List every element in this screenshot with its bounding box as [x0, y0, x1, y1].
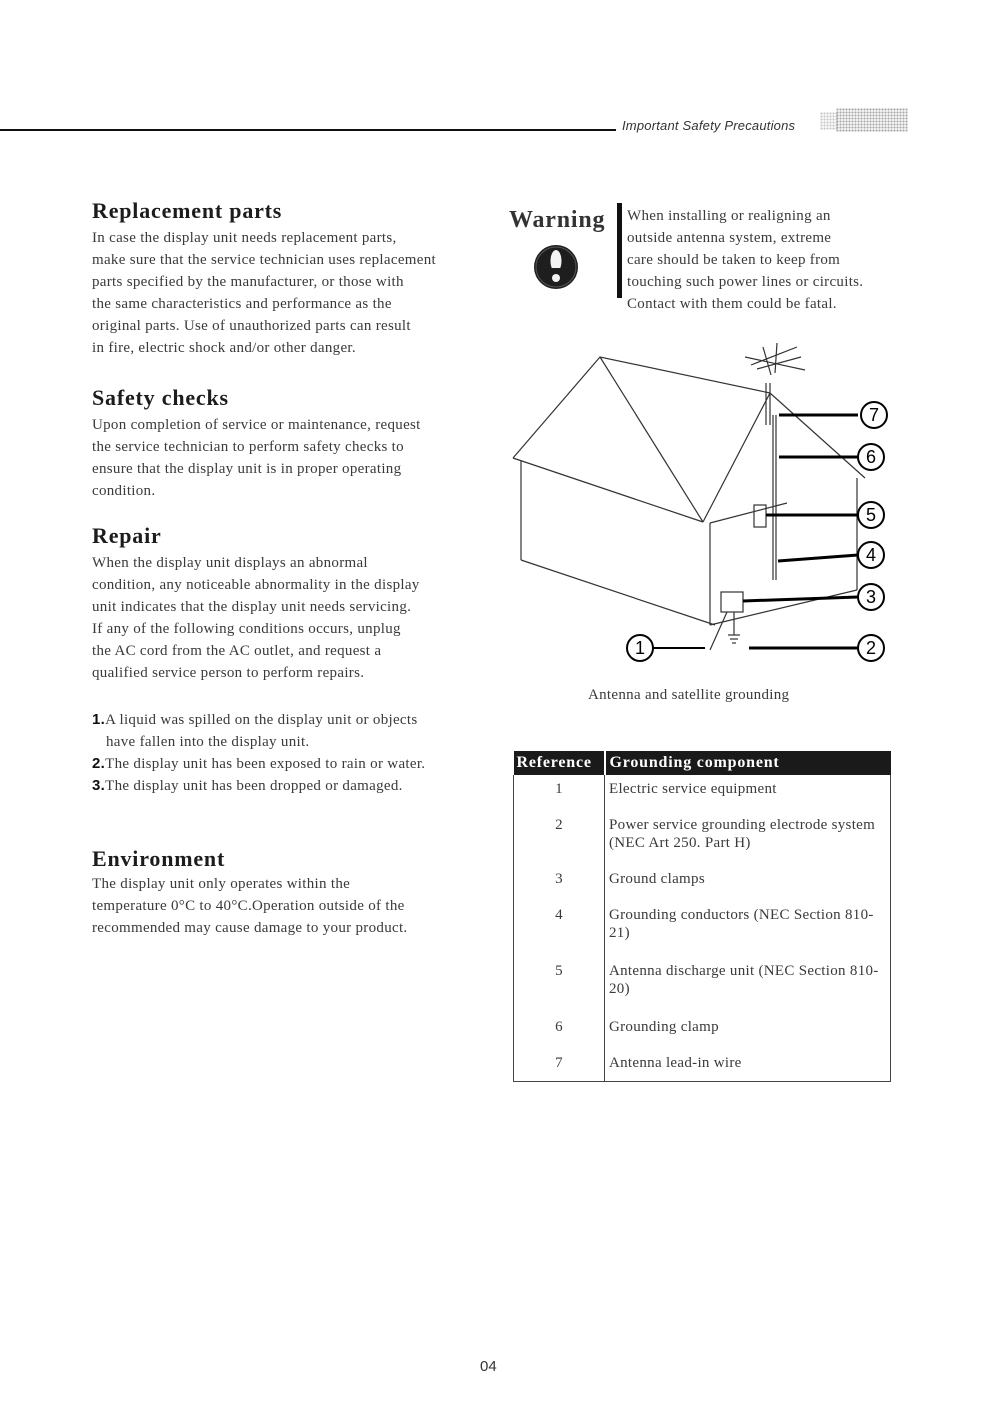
row-ref: 5 — [514, 957, 605, 1013]
callout-5 — [858, 502, 884, 528]
antenna-grounding-diagram — [505, 335, 915, 665]
row-ref: 4 — [514, 901, 605, 957]
table-header-row — [514, 751, 891, 775]
callout-7 — [861, 402, 887, 428]
table-row — [514, 865, 891, 901]
table-row — [514, 1013, 891, 1049]
header-reference: Reference — [514, 751, 605, 775]
replacement-parts-body: In case the display unit needs replacement parts, make sure that the service technician uses replacement parts specified by the manufacturer, or those with the same characteristics and performance as the original parts. Use of unauthorized parts can result in fire, electric shock and/or other danger. — [92, 230, 436, 356]
list-text: The display unit has been exposed to rain or water. — [105, 756, 426, 772]
list-number: 1. — [92, 711, 106, 728]
header-component: Grounding component — [605, 751, 891, 775]
row-ref: 2 — [514, 811, 605, 865]
row-component: Antenna lead-in wire — [605, 1049, 891, 1082]
repair-list-item-2 — [92, 753, 425, 775]
safety-checks-body: Upon completion of service or maintenance, request the service technician to perform safety checks to ensure that the display unit is in proper operating condition. — [92, 417, 421, 499]
header-title: Important Safety Precautions — [622, 118, 796, 133]
environment-heading: Environment — [92, 846, 226, 871]
replacement-parts-heading: Replacement parts — [92, 198, 283, 223]
repair-list-item-1 — [92, 709, 417, 731]
row-component: Ground clamps — [605, 865, 891, 901]
warning-bar — [617, 203, 622, 298]
diagram-caption: Antenna and satellite grounding — [588, 687, 790, 703]
list-text: A liquid was spilled on the display unit or objects — [105, 712, 418, 728]
house-outline — [513, 343, 865, 650]
row-ref: 1 — [514, 775, 605, 811]
repair-heading: Repair — [92, 523, 162, 548]
row-component: Antenna discharge unit (NEC Section 810-20) — [605, 957, 891, 1013]
callout-6 — [858, 444, 884, 470]
grounding-reference-table — [513, 751, 891, 1082]
row-ref: 3 — [514, 865, 605, 901]
row-component: Grounding conductors (NEC Section 810-21) — [605, 901, 891, 957]
warning-text: When installing or realigning an outside antenna system, extreme care should be taken to keep from touching such power lines or circuits. Contact with them could be fatal. — [627, 208, 864, 312]
callout-4 — [858, 542, 884, 568]
callout-2-label: 2 — [865, 638, 877, 658]
header-rule — [0, 129, 616, 131]
row-ref: 7 — [514, 1049, 605, 1082]
page-number: 04 — [480, 1358, 497, 1375]
callout-3-label: 3 — [865, 587, 877, 607]
callout-6-label: 6 — [865, 447, 877, 467]
row-ref: 6 — [514, 1013, 605, 1049]
row-component: Grounding clamp — [605, 1013, 891, 1049]
callout-7-label: 7 — [868, 405, 880, 425]
callout-leaders — [653, 415, 858, 648]
repair-body: When the display unit displays an abnormal condition, any noticeable abnormality in the display unit indicates that the display unit needs servicing. If any of the following conditions occurs, unplug the AC cord from the AC outlet, and request a qualified service person to perform repairs. — [92, 555, 420, 681]
table-row — [514, 1049, 891, 1082]
callout-2 — [858, 635, 884, 661]
repair-list-item-3 — [92, 775, 403, 797]
callout-markers — [627, 402, 887, 661]
callout-1 — [627, 635, 653, 661]
repair-list-item-1-continued: have fallen into the display unit. — [106, 734, 310, 750]
callout-3 — [858, 584, 884, 610]
list-text: The display unit has been dropped or damaged. — [105, 778, 403, 794]
callout-4-label: 4 — [865, 545, 877, 565]
callout-1-label: 1 — [634, 638, 646, 658]
row-component: Power service grounding electrode system (NEC Art 250. Part H) — [605, 811, 891, 865]
environment-body: The display unit only operates within the temperature 0°C to 40°C.Operation outside of the recommended may cause damage to your product. — [92, 876, 408, 936]
table-row — [514, 957, 891, 1013]
table-row — [514, 901, 891, 957]
table-row — [514, 775, 891, 811]
list-number: 2. — [92, 755, 106, 772]
header-dot-pattern — [836, 108, 908, 132]
table-row — [514, 811, 891, 865]
safety-checks-heading: Safety checks — [92, 385, 229, 410]
warning-title: Warning — [509, 207, 606, 233]
list-number: 3. — [92, 777, 106, 794]
row-component: Electric service equipment — [605, 775, 891, 811]
callout-5-label: 5 — [865, 505, 877, 525]
warning-exclamation-icon — [533, 244, 579, 290]
